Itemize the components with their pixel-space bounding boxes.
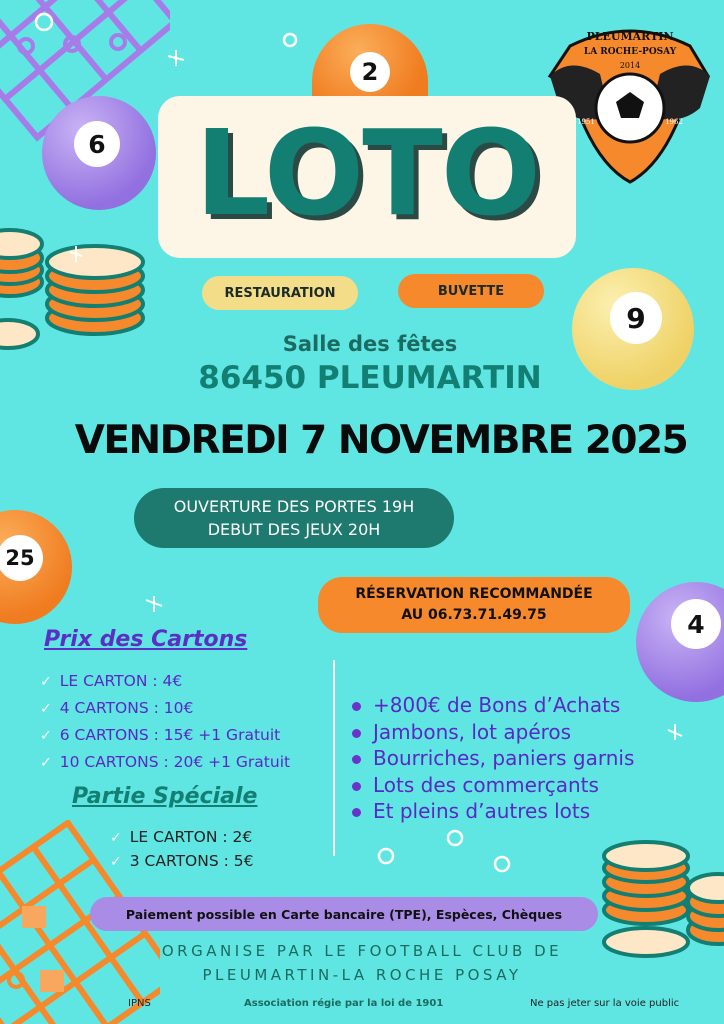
venue-hall: Salle des fêtes (282, 332, 458, 356)
lotto-ball-2: 2 (312, 24, 428, 116)
list-item: Et pleins d’autres lots (352, 798, 634, 825)
footer-association: Association régie par la loi de 1901 (244, 998, 444, 1009)
check-icon: ✓ (110, 830, 122, 846)
club-logo-left-year: 1951 (577, 118, 595, 126)
club-logo-subtext: LA ROCHE-POSAY (583, 47, 677, 57)
bullet-icon (352, 729, 361, 738)
special-list (110, 826, 254, 874)
prices-list (40, 668, 290, 776)
bullet-icon (352, 808, 361, 817)
venue-city: 86450 PLEUMARTIN (198, 360, 542, 396)
divider (333, 660, 335, 856)
club-logo-right-year: 1962 (665, 118, 683, 126)
check-icon: ✓ (40, 728, 52, 744)
check-icon: ✓ (40, 701, 52, 717)
schedule-doors: OUVERTURE DES PORTES 19H (173, 497, 415, 516)
list-item: ✓ 3 CARTONS : 5€ (110, 852, 254, 870)
list-item: ✓ 10 CARTONS : 20€ +1 Gratuit (40, 753, 291, 771)
buvette-tag: BUVETTE (398, 274, 544, 308)
list-item: Jambons, lot apéros (352, 719, 634, 746)
lotto-ball-9: 9 (572, 268, 694, 390)
lotto-ball-25: 25 (0, 510, 72, 624)
check-icon: ✓ (40, 674, 52, 690)
page-title: LOTO (194, 104, 540, 242)
bullet-icon (352, 702, 361, 711)
reservation-box (318, 577, 630, 633)
list-item: ✓ LE CARTON : 4€ (40, 672, 183, 690)
bullet-icon (352, 782, 361, 791)
footer-notice: Ne pas jeter sur la voie public (530, 998, 680, 1009)
restauration-tag: RESTAURATION (202, 276, 358, 310)
bullet-icon (352, 755, 361, 764)
organizer-line-2: PLEUMARTIN-LA ROCHE POSAY (202, 966, 522, 984)
event-date: VENDREDI 7 NOVEMBRE 2025 (74, 418, 688, 463)
check-icon: ✓ (110, 854, 122, 870)
special-heading: Partie Spéciale (72, 784, 258, 809)
prices-heading: Prix des Cartons (44, 627, 248, 652)
reservation-phone: AU 06.73.71.49.75 (401, 607, 547, 623)
list-item: ✓ 4 CARTONS : 10€ (40, 699, 194, 717)
list-item: Lots des commerçants (352, 772, 634, 799)
title-card (158, 96, 576, 258)
organizer-line-1: ORGANISE PAR LE FOOTBALL CLUB DE (161, 942, 563, 960)
footer-ipns: IPNS (128, 998, 151, 1009)
club-logo-year: 2014 (619, 61, 641, 70)
list-item: ✓ LE CARTON : 2€ (110, 828, 253, 846)
lotto-ball-4: 4 (636, 582, 724, 702)
list-item: Bourriches, paniers garnis (352, 745, 634, 772)
payment-banner: Paiement possible en Carte bancaire (TPE), Espèces, Chèques (90, 897, 598, 931)
schedule-games: DEBUT DES JEUX 20H (207, 520, 381, 539)
reservation-label: RÉSERVATION RECOMMANDÉE (355, 586, 593, 602)
lotto-ball-6: 6 (42, 96, 156, 210)
club-logo-text: PLEUMARTIN (586, 30, 674, 43)
list-item: ✓ 6 CARTONS : 15€ +1 Gratuit (40, 726, 281, 744)
list-item: +800€ de Bons d’Achats (352, 692, 634, 719)
prizes-list (352, 692, 634, 825)
check-icon: ✓ (40, 755, 52, 771)
schedule-box (134, 488, 454, 548)
